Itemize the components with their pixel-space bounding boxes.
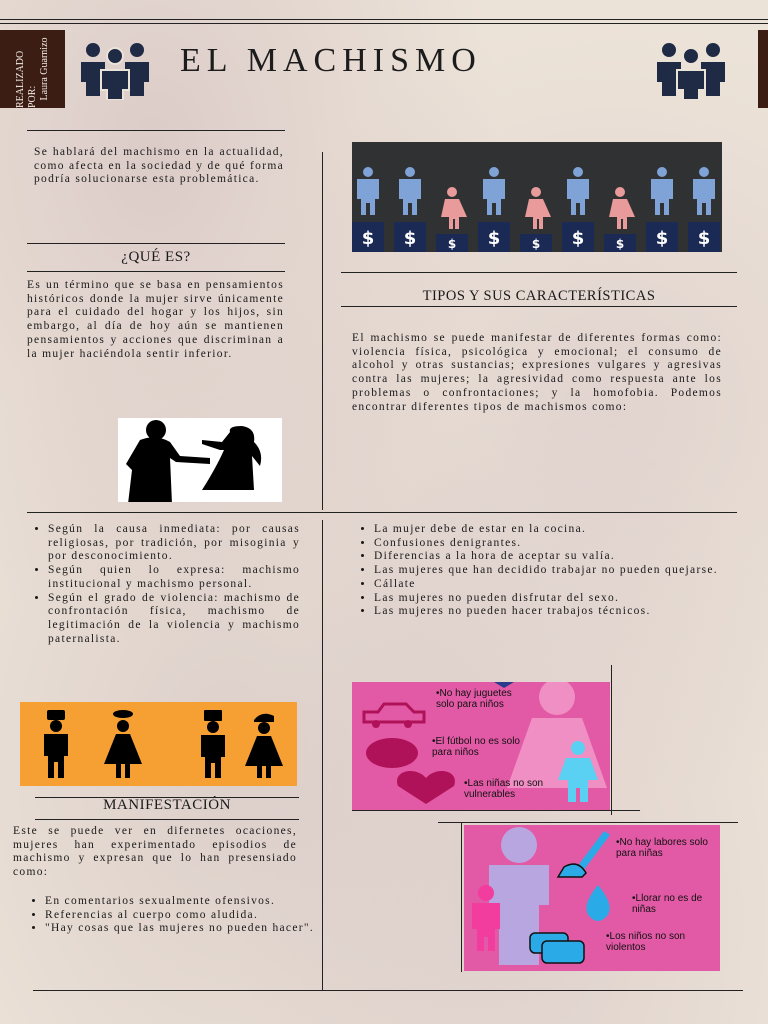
people-group-icon [76, 40, 154, 100]
male-figure [357, 167, 379, 215]
list-item: • Según quien lo expresa: machismo institucional y machismo personal. [48, 564, 300, 591]
male-figure [483, 167, 505, 215]
machismo-types-list [30, 523, 300, 646]
dollar-sign: $ [361, 228, 375, 249]
middle-rule [27, 512, 737, 513]
list-item: • La mujer debe de estar en la cocina. [374, 523, 740, 537]
column-divider-top [322, 152, 323, 510]
list-item: • Cállate [374, 578, 740, 592]
que-es-heading: ¿QUÉ ES? [121, 249, 191, 265]
list-item: • En comentarios sexualmente ofensivos. [45, 895, 315, 909]
intro-text: Se hablará del machismo en la actualidad, como afecta en la sociedad y de qué forma podría solucionarse esta problemática. [34, 146, 284, 186]
bottom-rule [33, 990, 743, 991]
intro-rule [27, 130, 285, 131]
dollar-sign: $ [531, 237, 541, 251]
top-rule [0, 19, 768, 20]
dollar-sign: $ [615, 237, 625, 251]
list-item: • Diferencias a la hora de aceptar su valía. [374, 550, 740, 564]
male-figure [567, 167, 589, 215]
image-divider [611, 665, 612, 815]
stereotype-label: •Llorar no es de niñas [632, 893, 703, 915]
right-badge-strip [758, 30, 768, 108]
gender-roles-image [20, 702, 297, 786]
list-item: • Las mujeres no pueden disfrutar del sexo. [374, 592, 740, 606]
dollar-sign: $ [571, 228, 585, 249]
dollar-sign: $ [487, 228, 501, 249]
dollar-sign: $ [697, 228, 711, 249]
image-rule-2 [352, 810, 640, 811]
tipos-rule-top [341, 272, 737, 273]
female-figure [525, 187, 551, 229]
list-item: • Según la causa inmediata: por causas religiosas, por tradición, por misoginia y por desconocimiento. [48, 523, 300, 564]
machismo-examples-list [356, 523, 740, 619]
manifestacion-text: Este se puede ver en difernetes ocaciones, mujeres han experimentado episodios de machismo y expresan que lo han presensiado como: [13, 825, 297, 879]
que-es-text: Es un término que se basa en pensamientos históricos donde la mujer sirve únicamente para el cuidado del hogar y los hijos, sin embargo, al día de hoy aún se mantienen pensamientos y acciones que discriminan a la mujer haciéndola sentir inferior. [27, 279, 284, 360]
male-figure [399, 167, 421, 215]
dollar-sign: $ [447, 237, 457, 251]
female-figure [441, 187, 467, 229]
stereotype-label: •No hay juguetes solo para niños [436, 688, 512, 710]
author-name: Laura Guarnizo [38, 37, 50, 101]
silhouette-image [118, 418, 282, 502]
male-figure [693, 167, 715, 215]
stereotypes-image-1 [352, 682, 610, 810]
image-divider-2 [461, 822, 462, 972]
author-label: REALIZADO POR: [14, 50, 38, 108]
column-divider-bottom [322, 520, 323, 990]
list-item: • Confusiones denigrantes. [374, 537, 740, 551]
gender-pay-gap-image [352, 142, 722, 252]
list-item: • "Hay cosas que las mujeres no pueden hacer". [45, 922, 315, 936]
list-item: • Referencias al cuerpo como aludida. [45, 909, 315, 923]
dollar-sign: $ [655, 228, 669, 249]
stereotypes-image-2 [464, 825, 720, 971]
female-figure [609, 187, 635, 229]
male-figure [651, 167, 673, 215]
manifestacion-heading: MANIFESTACIÓN [103, 797, 231, 813]
author-badge [0, 30, 65, 108]
tipos-heading: TIPOS Y SUS CARACTERÍSTICAS [422, 288, 656, 304]
list-item: • Las mujeres que han decidido trabajar no pueden quejarse. [374, 564, 740, 578]
dollar-sign: $ [403, 228, 417, 249]
top-rule-thin [0, 23, 768, 24]
stereotype-label: •El fútbol no es solo para niños [432, 736, 520, 758]
tipos-text: El machismo se puede manifestar de diferentes formas como: violencia física, psicológica y emocional; el consumo de alcohol y otras sustancias; expresiones vulgares y agresivas contra las mujeres; la agresividad como respuesta ante los problemas o confrontaciones; y la homofobia. Podemos encontrar diferentes tipos de machismos como: [352, 332, 722, 413]
page-title: EL MACHISMO [180, 42, 482, 79]
manifestacion-rule-bottom [35, 819, 299, 820]
people-group-icon-right [652, 40, 730, 100]
que-es-rule-bottom [27, 271, 285, 272]
stereotype-label: •Los niños no son violentos [606, 931, 686, 953]
stereotype-label: •No hay labores solo para niñas [616, 837, 708, 859]
list-item: • Según el grado de violencia: machismo de confrontación física, machismo de legitimación de la violencia y machismo paternalista. [48, 592, 300, 647]
manifestacion-list [27, 895, 315, 936]
tipos-rule-bottom [341, 306, 737, 307]
image-rule [438, 822, 738, 823]
stereotype-label: •Las niñas no son vulnerables [464, 778, 544, 800]
list-item: • Las mujeres no pueden hacer trabajos técnicos. [374, 605, 740, 619]
que-es-rule-top [27, 243, 285, 244]
